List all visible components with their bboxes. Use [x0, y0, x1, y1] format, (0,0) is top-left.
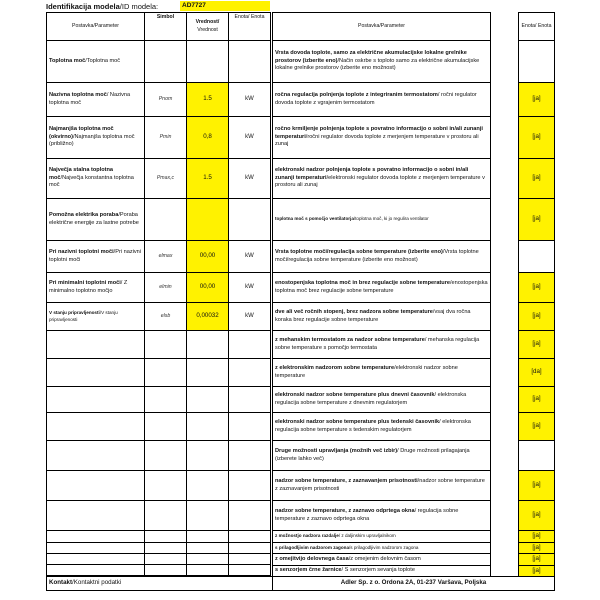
unit-cell: [229, 199, 271, 241]
unit-electronic-feedback: [ja]: [519, 159, 555, 199]
unit-cell: [519, 41, 555, 83]
empty-cell: [229, 565, 271, 576]
unit-adaptive-start: [ja]: [519, 543, 555, 554]
empty-cell: [145, 471, 187, 501]
unit-cell: [519, 441, 555, 471]
left-header-value: Vrednost/ Vrednost: [187, 13, 229, 41]
empty-cell: [187, 531, 229, 543]
empty-cell: [47, 554, 145, 565]
param-heat-input-type: Vrsta dovoda toplote, samo za električne akumulacijske lokalne grelnike prostorov (izberite eno)/Način oskrbe s toploto samo za električne akumulacijske lokalne grelnike prostorov (izberite eno možnost): [273, 41, 491, 83]
value-pmin: 0,8: [187, 117, 229, 159]
param-fan-assisted: toplotna moč s pomočjo ventilatorja/toplotna moč, ki jo regulira ventilator: [273, 199, 491, 241]
spacer-cell: [491, 565, 519, 576]
unit-mechanical-thermostat: [ja]: [519, 331, 555, 359]
spacer-cell: [491, 413, 519, 441]
empty-cell: [187, 501, 229, 531]
empty-cell: [187, 413, 229, 441]
param-max-heat: Največja stalna toplotna moč/Največja konstantna toplotna moč: [47, 159, 145, 199]
param-black-bulb-sensor: s senzorjem črne žarnice/ S senzorjem sevanja toplote: [273, 565, 491, 576]
empty-cell: [47, 387, 145, 413]
empty-cell: [187, 543, 229, 554]
param-manual-thermostat: ročna regulacija polnjenja toplote z integriranim termostatom/ ročni regulator dovoda toplote z vgrajenim termostatom: [273, 83, 491, 117]
empty-cell: [229, 331, 271, 359]
spacer-cell: [491, 501, 519, 531]
left-header-parameter: Postavka/Parameter: [47, 13, 145, 41]
left-header-unit: Enota/ Enota: [229, 13, 271, 41]
spacer-cell: [491, 159, 519, 199]
unit-fan-assisted: [ja]: [519, 199, 555, 241]
model-id-label: Identifikacija modela/ID modela:: [46, 2, 159, 11]
symbol-cell: [145, 41, 187, 83]
param-single-stage: enostopenjska toplotna moč in brez regulacije sobne temperature/enostopenjska toplotna moč brez regulacije sobne temperature: [273, 273, 491, 303]
symbol-elmin: elmin: [145, 273, 187, 303]
spacer-cell: [491, 531, 519, 543]
empty-cell: [187, 387, 229, 413]
empty-cell: [47, 413, 145, 441]
empty-cell: [229, 387, 271, 413]
empty-cell: [145, 359, 187, 387]
symbol-cell: [145, 199, 187, 241]
unit-elsb: kW: [229, 303, 271, 331]
symbol-pnom: Pnom: [145, 83, 187, 117]
left-header-symbol: Simbol: [145, 13, 187, 41]
spacer-cell: [491, 13, 519, 41]
empty-cell: [187, 471, 229, 501]
spacer-cell: [491, 471, 519, 501]
empty-cell: [47, 359, 145, 387]
empty-cell: [145, 531, 187, 543]
empty-cell: [187, 331, 229, 359]
empty-cell: [47, 441, 145, 471]
param-remote-control: z možnostjo nadzora razdalje/ z daljinskim upravljalnikom: [273, 531, 491, 543]
spacer-cell: [491, 359, 519, 387]
empty-cell: [229, 554, 271, 565]
empty-cell: [229, 543, 271, 554]
symbol-pmin: Pmin: [145, 117, 187, 159]
unit-presence-detection: [ja]: [519, 471, 555, 501]
value-pnom: 1.5: [187, 83, 229, 117]
right-parameter-table: [272, 12, 555, 577]
value-elmax: 00,00: [187, 241, 229, 273]
left-parameter-table: [46, 12, 271, 576]
unit-black-bulb-sensor: [ja]: [519, 565, 555, 576]
spacer-cell: [491, 273, 519, 303]
param-open-window: nadzor sobne temperature, z zaznavo odprtega okna/ regulacija sobne temperature z zaznavo odprtega okna: [273, 501, 491, 531]
empty-cell: [47, 565, 145, 576]
param-min-heat: Najmanjša toplotna moč (okvirno)/Najmanjša toplotna moč (približno): [47, 117, 145, 159]
param-other-options: Druge možnosti upravljanja (možnih več izbir)/ Druge možnosti prilagajanja (izberete lahko več): [273, 441, 491, 471]
spacer-cell: [491, 543, 519, 554]
unit-day-timer: [ja]: [519, 387, 555, 413]
unit-elmax: kW: [229, 241, 271, 273]
empty-cell: [145, 554, 187, 565]
unit-manual-thermostat: [ja]: [519, 83, 555, 117]
spacer-cell: [491, 199, 519, 241]
value-elmin: 00,00: [187, 273, 229, 303]
right-header-unit: Enota/ Enota: [519, 13, 555, 41]
value-cell: [187, 199, 229, 241]
param-two-manual-stages: dve ali več ročnih stopenj, brez nadzora sobne temperature/vsaj dva ročna koraka brez regulacije sobne temperature: [273, 303, 491, 331]
spacer-cell: [491, 83, 519, 117]
empty-cell: [47, 531, 145, 543]
param-working-time-limit: z omejitvijo delovnega časa/z omejenim delovnim časom: [273, 554, 491, 565]
unit-elmin: kW: [229, 273, 271, 303]
value-cell: [187, 41, 229, 83]
unit-electronic-room-control: [da]: [519, 359, 555, 387]
empty-cell: [145, 565, 187, 576]
param-elmin: Pri minimalni toplotni moči/ Z minimalno toplotno močjo: [47, 273, 145, 303]
value-elsb: 0,00032: [187, 303, 229, 331]
param-electronic-feedback: elektronski nadzor polnjenja toplote s povratno informacijo o sobni in/ali zunanji temperaturi/elektronski regulator dovoda toplote z merjenjem temperature v prostoru ali zunaj: [273, 159, 491, 199]
contact-label: Kontakt/Kontaktni podatki: [47, 577, 273, 591]
empty-cell: [145, 331, 187, 359]
empty-cell: [47, 331, 145, 359]
contact-row: [46, 576, 555, 591]
empty-cell: [229, 441, 271, 471]
empty-cell: [229, 501, 271, 531]
empty-cell: [229, 359, 271, 387]
unit-pmin: kW: [229, 117, 271, 159]
value-pmaxc: 1.5: [187, 159, 229, 199]
empty-cell: [145, 441, 187, 471]
param-mechanical-thermostat: z mehanskim termostatom za nadzor sobne temperature/ mehanska regulacija sobne temperature s pomočjo termostata: [273, 331, 491, 359]
empty-cell: [229, 471, 271, 501]
symbol-pmaxc: Pmax,c: [145, 159, 187, 199]
empty-cell: [145, 501, 187, 531]
unit-remote-control: [ja]: [519, 531, 555, 543]
unit-pnom: kW: [229, 83, 271, 117]
unit-pmaxc: kW: [229, 159, 271, 199]
unit-week-timer: [ja]: [519, 413, 555, 441]
empty-cell: [145, 543, 187, 554]
empty-cell: [187, 554, 229, 565]
empty-cell: [187, 441, 229, 471]
param-week-timer: elektronski nadzor sobne temperature plus tedenski časovnik/ elektronska regulacija sobne temperature s tedenskim regulatorjem: [273, 413, 491, 441]
unit-manual-feedback: [ja]: [519, 117, 555, 159]
spacer-cell: [491, 117, 519, 159]
spacer-cell: [491, 331, 519, 359]
contact-address: Adler Sp. z o. Ordona 2A, 01-237 Varšava, Poljska: [273, 577, 555, 591]
empty-cell: [47, 501, 145, 531]
empty-cell: [187, 565, 229, 576]
spacer-cell: [491, 554, 519, 565]
unit-single-stage: [ja]: [519, 273, 555, 303]
symbol-elsb: elsb: [145, 303, 187, 331]
param-manual-feedback: ročno krmiljenje polnjenja toplote s povratno informacijo o sobni in/ali zunanji temperaturi/ročni regulator dovoda toplote z merjenjem temperature v prostoru ali zunaj: [273, 117, 491, 159]
model-id-value: AD7727: [180, 1, 270, 11]
empty-cell: [47, 543, 145, 554]
empty-cell: [47, 471, 145, 501]
unit-open-window: [ja]: [519, 501, 555, 531]
param-adaptive-start: s prilagodljivim nadzorom zagona/s prilagodljivim nadzorom zagona: [273, 543, 491, 554]
right-header-parameter: Postavka/Parameter: [273, 13, 491, 41]
empty-cell: [145, 387, 187, 413]
param-elsb: V stanju pripravljenosti/V stanju pripravljenosti: [47, 303, 145, 331]
spacer-cell: [491, 387, 519, 413]
param-heat-output-type: Vrsta toplotne moči/regulacija sobne temperature (izberite eno)/Vrsta toplotne moči/regulacija sobne temperature (izberite eno možnost): [273, 241, 491, 273]
param-aux-power: Pomožna elektrika poraba/Poraba električne energije za lastne potrebe: [47, 199, 145, 241]
param-elmax: Pri nazivni toplotni moči/Pri nazivni toplotni moči: [47, 241, 145, 273]
param-electronic-room-control: z elektronskim nadzorom sobne temperature/elektronski nadzor sobne temperature: [273, 359, 491, 387]
unit-working-time-limit: [ja]: [519, 554, 555, 565]
symbol-elmax: elmax: [145, 241, 187, 273]
spacer-cell: [491, 241, 519, 273]
param-heat-output: Toplotna moč/Toplotna moč: [47, 41, 145, 83]
unit-cell: [519, 241, 555, 273]
unit-two-manual-stages: [ja]: [519, 303, 555, 331]
spacer-cell: [491, 441, 519, 471]
param-day-timer: elektronski nadzor sobne temperature plus dnevni časovnik/ elektronska regulacija sobne temperature z dnevnim regulatorjem: [273, 387, 491, 413]
empty-cell: [187, 359, 229, 387]
empty-cell: [229, 413, 271, 441]
spacer-cell: [491, 303, 519, 331]
empty-cell: [229, 531, 271, 543]
param-nominal-heat: Nazivna toplotna moč/ Nazivna toplotna moč: [47, 83, 145, 117]
spacer-cell: [491, 41, 519, 83]
empty-cell: [145, 413, 187, 441]
unit-cell: [229, 41, 271, 83]
param-presence-detection: nadzor sobne temperature, z zaznavanjem prisotnosti/nadzor sobne temperature z zaznavanjem prisotnosti: [273, 471, 491, 501]
